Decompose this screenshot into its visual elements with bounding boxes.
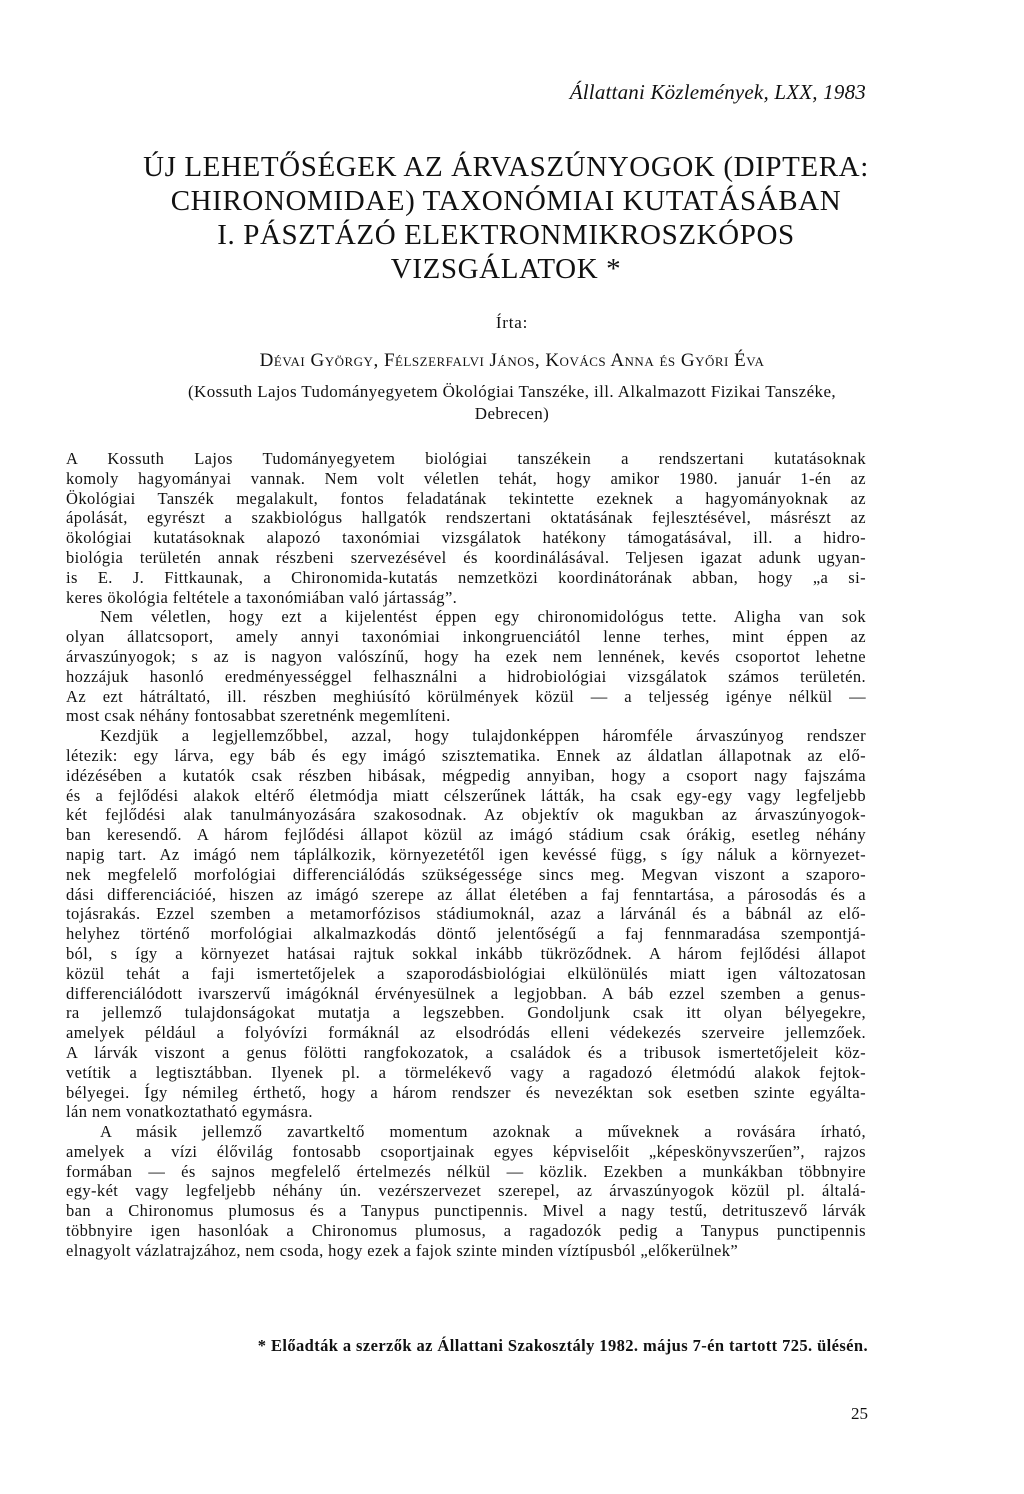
body-text-line: amelyek a vízi élővilág fontosabb csoportjainak egyes képviselőit „képeskönyvszerűen”, rajzos <box>66 1141 866 1161</box>
body-text-line: A lárvák viszont a genus fölötti rangfokozatok, a családok és a tribusok ismertetőjeleit köz- <box>66 1042 866 1062</box>
body-text-line: ápolását, egyrészt a szakbiológus hallgatók rendszertani oktatásának fejlesztésével, másrészt az <box>66 508 866 528</box>
body-text-line: biológia területén annak részbeni szervezésével és koordinálásával. Teljesen igazat adunk ugyan- <box>66 547 866 567</box>
body-text-line: tojásrakás. Ezzel szemben a metamorfózisos stádiumoknál, azaz a lárvánál és a bábnál az elő- <box>66 904 866 924</box>
body-text-line: nek megfelelő morfológiai differenciálódás szükségessége sincs meg. Megvan viszont a szaporo- <box>66 864 866 884</box>
body-text-line: Ökológiai Tanszék megalakult, fontos feladatának tekintette ezeknek a hagyományoknak az <box>66 488 866 508</box>
body-text-line: most csak néhány fontosabbat szeretnénk megemlíteni. <box>66 706 451 726</box>
body-text-line: hozzájuk hasonló eredményességgel felhasználni a hidrobiológiai vizsgálatok számos területén. <box>66 666 866 686</box>
body-text-line: árvaszúnyogok; s az is nagyon valószínű, hogy ha ezek nem lennének, kevés csoportot lehetne <box>66 646 866 666</box>
body-text-line: bélyegei. Így némileg érthető, hogy a három rendszer és nevezéktan sok esetben szinte egyálta- <box>66 1082 866 1102</box>
body-text-line: differenciálódott ivarszervű imágóknál érvényesülnek a legjobban. A báb ezzel szemben a genus- <box>66 983 866 1003</box>
body-text-line: létezik: egy lárva, egy báb és egy imágó szisztematika. Ennek az áldatlan állapotnak az elő- <box>66 745 866 765</box>
body-text-line: keres ökológia feltétele a taxonómiában való jártasság”. <box>66 587 458 607</box>
body-text-line: amelyek például a folyóvízi formáknál az elsodródás elleni védekezés szerveire jellemzőek. <box>66 1023 866 1043</box>
body-text-line: olyan állatcsoport, amely annyi taxonómiai inkongruenciától lenne terhes, mint éppen az <box>66 627 866 647</box>
footnote: * Előadták a szerzők az Állattani Szakosztály 1982. május 7-én tartott 725. ülésén. <box>257 1336 868 1355</box>
affiliation-line: Debrecen) <box>474 404 550 423</box>
body-text-line: elnagyolt vázlatrajzához, nem csoda, hogy ezek a fajok szinte minden víztípusból „előkerülnek” <box>66 1240 739 1260</box>
body-text-line: A Kossuth Lajos Tudományegyetem biológiai tanszékein a rendszertani kutatásoknak <box>66 449 866 468</box>
body-text-line: Nem véletlen, hogy ezt a kijelentést éppen egy chironomidológus tette. Aligha van sok <box>100 607 866 627</box>
affiliation-line: (Kossuth Lajos Tudományegyetem Ökológiai Tanszéke, ill. Alkalmazott Fizikai Tanszéke, <box>187 382 837 401</box>
body-text-line: ban keresendő. A három fejlődési állapot közül az imágó stádium csak órákig, esetleg néhány <box>66 825 866 845</box>
article-body <box>66 449 866 1261</box>
body-text-line: és a fejlődési alakok eltérő életmódja miatt célszerűnek látták, ha csak egy-egy vagy legfeljebb <box>66 785 866 805</box>
affiliation <box>60 381 964 425</box>
body-text-line: formában — és sajnos megfelelő értelmezés nélkül — közlik. Ezekben a munkákban többnyire <box>66 1161 866 1181</box>
article-title <box>100 150 912 286</box>
page-number: 25 <box>851 1404 868 1423</box>
body-text-line: idézésében a kutatók csak részben hibásak, mégpedig annyiban, hogy a csoport nagy fajszáma <box>66 765 866 785</box>
body-text-line: vetítik a legtisztábban. Ilyenek pl. a törmelékevő vagy a ragadozó életmódú alakok fejtok- <box>66 1062 866 1082</box>
body-text-line: két fejlődési alak tanulmányozására szakosodnak. Az objektív ok magukban az árvaszúnyogok- <box>66 805 866 825</box>
body-text-line: egy-két vagy legfeljebb néhány ún. vezérszervezet szerepel, az árvaszúnyogok közül pl. általá- <box>66 1181 866 1201</box>
title-line: ÚJ LEHETŐSÉGEK AZ ÁRVASZÚNYOGOK (DIPTERA: <box>143 151 869 183</box>
body-text-line: helyhez történő morfológiai alkalmazkodás döntő jelentőségű a faj fennmaradása szempontjá- <box>66 924 866 944</box>
body-text-line: dási differenciációé, hiszen az imágó szerepe az állat életében a faj fenntartása, a párosodás és a <box>66 884 866 904</box>
title-line: CHIRONOMIDAE) TAXONÓMIAI KUTATÁSÁBAN <box>170 185 842 217</box>
journal-header: Állattani Közlemények, LXX, 1983 <box>569 80 866 104</box>
body-text-line: ban a Chironomus plumosus és a Tanypus punctipennis. Mivel a nagy testű, detrituszevő lárvák <box>66 1201 866 1221</box>
title-line: VIZSGÁLATOK * <box>390 253 622 285</box>
body-text-line: közül tehát a faji ismertetőjelek a szaporodásbiológiai elkülönülés miatt igen változatosan <box>66 963 866 983</box>
body-text-line: napig tart. Az imágó nem táplálkozik, környezetétől igen kevéssé függ, s így náluk a környezet- <box>66 844 866 864</box>
body-text-line: ból, s így a környezet hatásai rajtuk sokkal inkább tükröződnek. A három fejlődési állapot <box>66 943 866 963</box>
body-text-line: ra jellemző tulajdonságokat mutatja a legszebben. Gondoljunk csak itt olyan bélyegekre, <box>66 1003 866 1023</box>
author-list: Dévai György, Félszerfalvi János, Kovács Anna és Győri Éva <box>259 350 765 371</box>
byline-label: Írta: <box>495 313 529 332</box>
body-text-line: Kezdjük a legjellemzőbbel, azzal, hogy tulajdonképpen háromféle árvaszúnyog rendszer <box>100 726 866 746</box>
body-text-line: ökológiai kutatásoknak alapozó taxonómiai vizsgálatok hatékony támogatásával, ill. a hidro- <box>66 528 866 548</box>
body-text-line: is E. J. Fittkaunak, a Chironomida-kutatás nemzetközi koordinátorának abban, hogy „a si- <box>66 567 866 587</box>
body-text-line: Az ezt hátráltató, ill. részben meghiúsító körülmények közül — a teljesség igénye nélkül — <box>66 686 866 706</box>
body-text-line: lán nem vonatkoztatható egymásra. <box>66 1102 313 1122</box>
body-text-line: komoly hagyományai vannak. Nem volt véletlen tehát, hogy amikor 1980. január 1-én az <box>66 468 866 488</box>
title-line: I. PÁSZTÁZÓ ELEKTRONMIKROSZKÓPOS <box>217 219 795 251</box>
body-text-line: A másik jellemző zavartkeltő momentum azoknak a műveknek a rovására írható, <box>100 1122 866 1142</box>
body-text-line: többnyire igen hasonlóak a Chironomus plumosus, a ragadozók pedig a Tanypus punctipennis <box>66 1221 866 1241</box>
